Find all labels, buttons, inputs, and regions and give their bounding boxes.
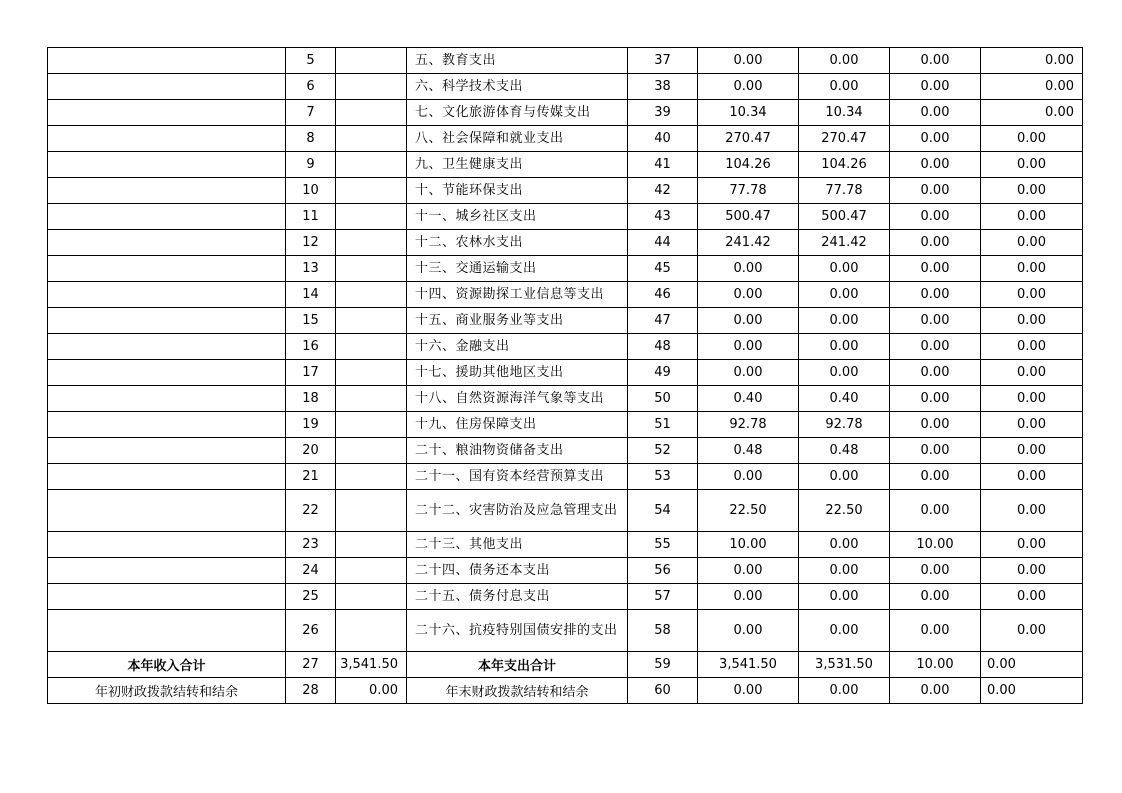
- row-code: 41: [628, 152, 698, 178]
- state-capital-value: 0.00: [981, 610, 1083, 652]
- income-item-cell: [48, 558, 286, 584]
- table-row: [48, 334, 1083, 360]
- row-number: 21: [286, 464, 336, 490]
- state-capital-value: 0.00: [981, 360, 1083, 386]
- income-total-label: 本年收入合计: [48, 652, 286, 678]
- general-budget-value: 0.48: [799, 438, 890, 464]
- state-capital-value: 0.00: [981, 490, 1083, 532]
- income-item-cell: [48, 282, 286, 308]
- state-capital-value: 0.00: [981, 100, 1083, 126]
- table-row: [48, 412, 1083, 438]
- expense-balance-label: 年末财政拨款结转和结余: [407, 678, 628, 704]
- row-code: 45: [628, 256, 698, 282]
- state-capital-value: 0.00: [981, 152, 1083, 178]
- row-number: 10: [286, 178, 336, 204]
- fund-budget-value: 0.00: [890, 438, 981, 464]
- row-code: 55: [628, 532, 698, 558]
- row-number: 24: [286, 558, 336, 584]
- fund-budget-value: 0.00: [890, 230, 981, 256]
- income-item-cell: [48, 308, 286, 334]
- balance-row: [48, 678, 1083, 704]
- income-item-cell: [48, 360, 286, 386]
- table-row: [48, 74, 1083, 100]
- general-budget-value: 500.47: [799, 204, 890, 230]
- state-capital-value: 0.00: [981, 438, 1083, 464]
- general-budget-value: 10.34: [799, 100, 890, 126]
- state-capital-value: 0.00: [981, 334, 1083, 360]
- row-code: 43: [628, 204, 698, 230]
- row-number: 9: [286, 152, 336, 178]
- income-item-cell: [48, 74, 286, 100]
- table-row: [48, 558, 1083, 584]
- row-code: 56: [628, 558, 698, 584]
- expense-item-name: 二十二、灾害防治及应急管理支出: [407, 490, 628, 532]
- income-value-cell: [336, 584, 407, 610]
- row-number: 20: [286, 438, 336, 464]
- income-item-cell: [48, 610, 286, 652]
- table-row: [48, 100, 1083, 126]
- income-item-cell: [48, 48, 286, 74]
- state-capital-value: 0.00: [981, 532, 1083, 558]
- table-row: [48, 126, 1083, 152]
- row-number: 18: [286, 386, 336, 412]
- income-value-cell: [336, 126, 407, 152]
- expense-item-name: 八、社会保障和就业支出: [407, 126, 628, 152]
- table-row: [48, 178, 1083, 204]
- expense-item-name: 二十四、债务还本支出: [407, 558, 628, 584]
- general-budget-value: 0.00: [799, 584, 890, 610]
- expense-total-label: 本年支出合计: [407, 652, 628, 678]
- state-capital-value: 0.00: [981, 464, 1083, 490]
- total-value: 77.78: [698, 178, 799, 204]
- state-capital-value: 0.00: [981, 558, 1083, 584]
- income-value-cell: [336, 558, 407, 584]
- table-row: [48, 308, 1083, 334]
- expense-item-name: 十、节能环保支出: [407, 178, 628, 204]
- total-value: 0.00: [698, 678, 799, 704]
- total-value: 22.50: [698, 490, 799, 532]
- row-number: 27: [286, 652, 336, 678]
- expense-item-name: 五、教育支出: [407, 48, 628, 74]
- income-item-cell: [48, 256, 286, 282]
- income-value-cell: [336, 610, 407, 652]
- total-value: 0.00: [698, 256, 799, 282]
- general-budget-value: 77.78: [799, 178, 890, 204]
- state-capital-value: 0.00: [981, 282, 1083, 308]
- total-value: 92.78: [698, 412, 799, 438]
- income-total-value: 3,541.50: [336, 652, 407, 678]
- general-budget-value: 0.00: [799, 678, 890, 704]
- table-row: [48, 386, 1083, 412]
- total-value: 0.00: [698, 584, 799, 610]
- income-value-cell: [336, 48, 407, 74]
- state-capital-value: 0.00: [981, 652, 1083, 678]
- income-item-cell: [48, 464, 286, 490]
- fund-budget-value: 0.00: [890, 48, 981, 74]
- fund-budget-value: 0.00: [890, 178, 981, 204]
- income-item-cell: [48, 532, 286, 558]
- fund-budget-value: 10.00: [890, 652, 981, 678]
- state-capital-value: 0.00: [981, 256, 1083, 282]
- total-value: 0.00: [698, 48, 799, 74]
- row-code: 46: [628, 282, 698, 308]
- general-budget-value: 3,531.50: [799, 652, 890, 678]
- general-budget-value: 0.00: [799, 74, 890, 100]
- general-budget-value: 241.42: [799, 230, 890, 256]
- income-value-cell: [336, 334, 407, 360]
- expense-item-name: 十六、金融支出: [407, 334, 628, 360]
- total-value: 500.47: [698, 204, 799, 230]
- income-value-cell: [336, 490, 407, 532]
- state-capital-value: 0.00: [981, 678, 1083, 704]
- table-row: [48, 48, 1083, 74]
- table-row: [48, 532, 1083, 558]
- fund-budget-value: 0.00: [890, 360, 981, 386]
- fund-budget-value: 10.00: [890, 532, 981, 558]
- row-number: 15: [286, 308, 336, 334]
- income-value-cell: [336, 100, 407, 126]
- state-capital-value: 0.00: [981, 584, 1083, 610]
- table-row: [48, 152, 1083, 178]
- general-budget-value: 0.00: [799, 558, 890, 584]
- expense-item-name: 二十六、抗疫特别国债安排的支出: [407, 610, 628, 652]
- total-value: 104.26: [698, 152, 799, 178]
- total-value: 0.00: [698, 74, 799, 100]
- row-number: 26: [286, 610, 336, 652]
- general-budget-value: 0.00: [799, 48, 890, 74]
- income-value-cell: [336, 386, 407, 412]
- row-code: 57: [628, 584, 698, 610]
- state-capital-value: 0.00: [981, 230, 1083, 256]
- fund-budget-value: 0.00: [890, 256, 981, 282]
- general-budget-value: 0.00: [799, 360, 890, 386]
- state-capital-value: 0.00: [981, 126, 1083, 152]
- table-row: [48, 610, 1083, 652]
- general-budget-value: 0.00: [799, 334, 890, 360]
- table-body: [48, 48, 1083, 652]
- income-value-cell: [336, 178, 407, 204]
- expense-item-name: 十五、商业服务业等支出: [407, 308, 628, 334]
- row-code: 49: [628, 360, 698, 386]
- income-item-cell: [48, 334, 286, 360]
- expense-item-name: 十一、城乡社区支出: [407, 204, 628, 230]
- table-row: [48, 360, 1083, 386]
- row-code: 53: [628, 464, 698, 490]
- income-balance-value: 0.00: [336, 678, 407, 704]
- row-code: 40: [628, 126, 698, 152]
- fund-budget-value: 0.00: [890, 282, 981, 308]
- row-code: 39: [628, 100, 698, 126]
- fund-budget-value: 0.00: [890, 464, 981, 490]
- income-item-cell: [48, 178, 286, 204]
- income-value-cell: [336, 412, 407, 438]
- expense-item-name: 十二、农林水支出: [407, 230, 628, 256]
- general-budget-value: 92.78: [799, 412, 890, 438]
- row-number: 17: [286, 360, 336, 386]
- general-budget-value: 0.00: [799, 532, 890, 558]
- state-capital-value: 0.00: [981, 178, 1083, 204]
- general-budget-value: 0.00: [799, 282, 890, 308]
- row-number: 12: [286, 230, 336, 256]
- expense-item-name: 二十、粮油物资储备支出: [407, 438, 628, 464]
- expense-item-name: 十七、援助其他地区支出: [407, 360, 628, 386]
- row-code: 47: [628, 308, 698, 334]
- fund-budget-value: 0.00: [890, 100, 981, 126]
- general-budget-value: 270.47: [799, 126, 890, 152]
- state-capital-value: 0.00: [981, 48, 1083, 74]
- total-value: 0.00: [698, 282, 799, 308]
- table-row: [48, 282, 1083, 308]
- row-code: 37: [628, 48, 698, 74]
- income-item-cell: [48, 152, 286, 178]
- expense-item-name: 十三、交通运输支出: [407, 256, 628, 282]
- row-code: 48: [628, 334, 698, 360]
- expense-item-name: 十四、资源勘探工业信息等支出: [407, 282, 628, 308]
- fund-budget-value: 0.00: [890, 152, 981, 178]
- expense-item-name: 二十五、债务付息支出: [407, 584, 628, 610]
- row-number: 5: [286, 48, 336, 74]
- row-code: 60: [628, 678, 698, 704]
- row-number: 6: [286, 74, 336, 100]
- fund-budget-value: 0.00: [890, 558, 981, 584]
- row-code: 44: [628, 230, 698, 256]
- income-item-cell: [48, 490, 286, 532]
- total-value: 0.00: [698, 308, 799, 334]
- row-code: 38: [628, 74, 698, 100]
- fund-budget-value: 0.00: [890, 204, 981, 230]
- total-value: 3,541.50: [698, 652, 799, 678]
- row-number: 11: [286, 204, 336, 230]
- row-code: 58: [628, 610, 698, 652]
- table-row: [48, 584, 1083, 610]
- row-number: 23: [286, 532, 336, 558]
- row-number: 28: [286, 678, 336, 704]
- row-number: 25: [286, 584, 336, 610]
- row-number: 19: [286, 412, 336, 438]
- income-value-cell: [336, 230, 407, 256]
- income-value-cell: [336, 438, 407, 464]
- total-value: 0.00: [698, 464, 799, 490]
- general-budget-value: 104.26: [799, 152, 890, 178]
- fund-budget-value: 0.00: [890, 490, 981, 532]
- income-value-cell: [336, 282, 407, 308]
- row-code: 54: [628, 490, 698, 532]
- state-capital-value: 0.00: [981, 412, 1083, 438]
- income-value-cell: [336, 74, 407, 100]
- total-value: 241.42: [698, 230, 799, 256]
- total-row: [48, 652, 1083, 678]
- general-budget-value: 0.00: [799, 610, 890, 652]
- total-value: 10.00: [698, 532, 799, 558]
- total-value: 0.48: [698, 438, 799, 464]
- row-number: 7: [286, 100, 336, 126]
- row-code: 59: [628, 652, 698, 678]
- row-number: 8: [286, 126, 336, 152]
- row-code: 52: [628, 438, 698, 464]
- fund-budget-value: 0.00: [890, 610, 981, 652]
- total-value: 0.00: [698, 360, 799, 386]
- total-value: 0.00: [698, 610, 799, 652]
- expense-item-name: 二十三、其他支出: [407, 532, 628, 558]
- income-item-cell: [48, 438, 286, 464]
- fund-budget-value: 0.00: [890, 584, 981, 610]
- table-row: [48, 204, 1083, 230]
- table-row: [48, 230, 1083, 256]
- income-item-cell: [48, 412, 286, 438]
- state-capital-value: 0.00: [981, 386, 1083, 412]
- total-value: 0.00: [698, 334, 799, 360]
- total-value: 10.34: [698, 100, 799, 126]
- fund-budget-value: 0.00: [890, 412, 981, 438]
- table-row: [48, 464, 1083, 490]
- row-code: 51: [628, 412, 698, 438]
- income-value-cell: [336, 532, 407, 558]
- general-budget-value: 0.00: [799, 256, 890, 282]
- budget-table: [47, 47, 1083, 704]
- fund-budget-value: 0.00: [890, 678, 981, 704]
- general-budget-value: 0.40: [799, 386, 890, 412]
- fund-budget-value: 0.00: [890, 308, 981, 334]
- income-item-cell: [48, 386, 286, 412]
- table-row: [48, 490, 1083, 532]
- income-value-cell: [336, 204, 407, 230]
- income-value-cell: [336, 152, 407, 178]
- income-item-cell: [48, 126, 286, 152]
- expense-item-name: 六、科学技术支出: [407, 74, 628, 100]
- state-capital-value: 0.00: [981, 204, 1083, 230]
- income-balance-label: 年初财政拨款结转和结余: [48, 678, 286, 704]
- fund-budget-value: 0.00: [890, 126, 981, 152]
- income-value-cell: [336, 360, 407, 386]
- income-value-cell: [336, 308, 407, 334]
- row-number: 13: [286, 256, 336, 282]
- expense-item-name: 十八、自然资源海洋气象等支出: [407, 386, 628, 412]
- general-budget-value: 0.00: [799, 308, 890, 334]
- table-row: [48, 438, 1083, 464]
- expense-item-name: 二十一、国有资本经营预算支出: [407, 464, 628, 490]
- income-value-cell: [336, 256, 407, 282]
- income-item-cell: [48, 204, 286, 230]
- expense-item-name: 十九、住房保障支出: [407, 412, 628, 438]
- fund-budget-value: 0.00: [890, 74, 981, 100]
- income-item-cell: [48, 100, 286, 126]
- row-code: 42: [628, 178, 698, 204]
- row-number: 14: [286, 282, 336, 308]
- row-number: 16: [286, 334, 336, 360]
- row-code: 50: [628, 386, 698, 412]
- fund-budget-value: 0.00: [890, 386, 981, 412]
- state-capital-value: 0.00: [981, 74, 1083, 100]
- income-item-cell: [48, 230, 286, 256]
- expense-item-name: 九、卫生健康支出: [407, 152, 628, 178]
- fund-budget-value: 0.00: [890, 334, 981, 360]
- expense-item-name: 七、文化旅游体育与传媒支出: [407, 100, 628, 126]
- income-item-cell: [48, 584, 286, 610]
- general-budget-value: 22.50: [799, 490, 890, 532]
- income-value-cell: [336, 464, 407, 490]
- state-capital-value: 0.00: [981, 308, 1083, 334]
- total-value: 0.00: [698, 558, 799, 584]
- row-number: 22: [286, 490, 336, 532]
- total-value: 270.47: [698, 126, 799, 152]
- general-budget-value: 0.00: [799, 464, 890, 490]
- table-row: [48, 256, 1083, 282]
- total-value: 0.40: [698, 386, 799, 412]
